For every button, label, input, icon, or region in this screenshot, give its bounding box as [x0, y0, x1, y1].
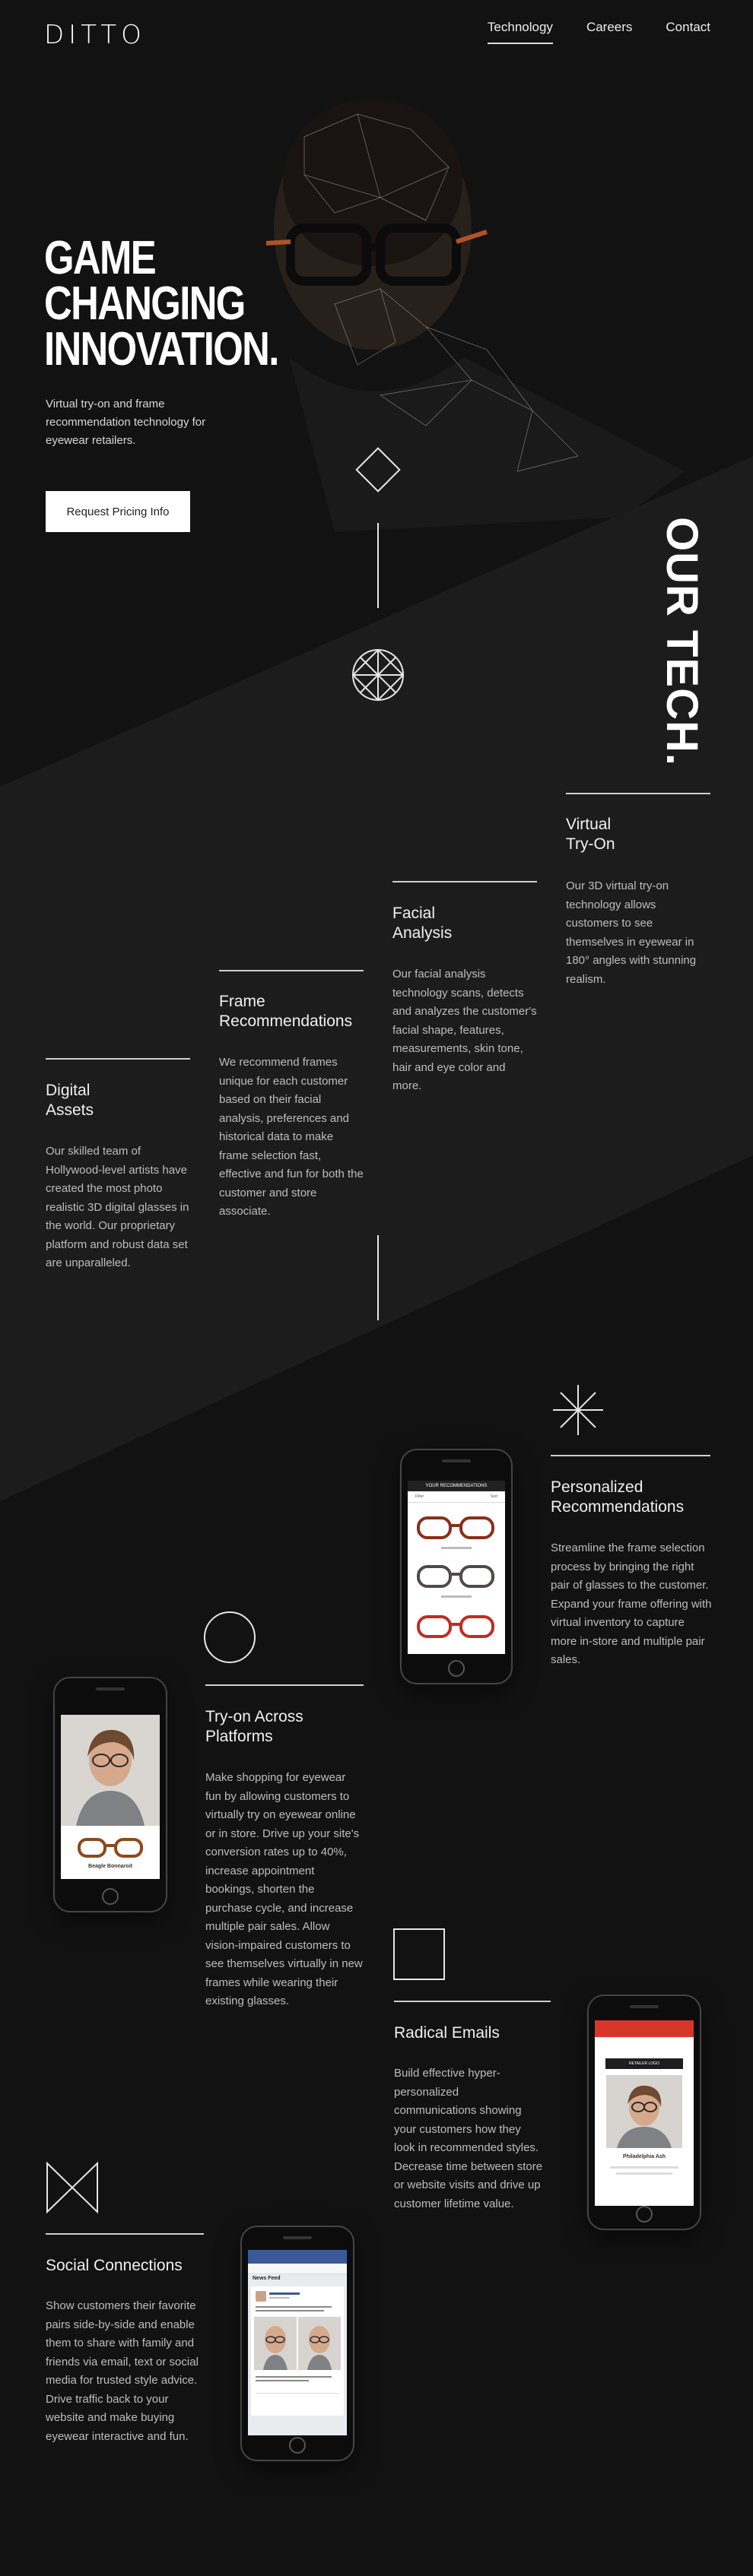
feature-title-line: Recommendations [219, 1012, 353, 1030]
filter-tab[interactable]: Filter [415, 1494, 424, 1499]
feature-divider [219, 970, 364, 971]
main-nav [488, 20, 710, 44]
feature-title-line: Virtual [566, 816, 612, 833]
feature-divider [46, 2233, 204, 2235]
product-body-social: Show customers their favorite pairs side-by-side and enable them to share with family and friends via email, text or social media for trusted style advice. Drive traffic back to your website and make buying eyewear interactive and fun. [46, 2299, 199, 2443]
feature-title-line: Frame [219, 993, 265, 1010]
hero-title-line: CHANGING [44, 277, 245, 330]
request-pricing-button[interactable]: Request Pricing Info [46, 491, 190, 532]
social-feed-header: News Feed [253, 2276, 281, 2281]
glasses-list [408, 1503, 505, 1654]
product-title-line: Radical Emails [394, 2024, 500, 2042]
product-body-tryon: Make shopping for eyewear fun by allowing customers to virtually try on eyewear online or in store. Drive up your site's conversion rates up to 40%, increase appointment bookings, shorten the purchase cycle, and increase multiple pair sales. Allow vision-impaired customers to see themselves virtually in new frames while wearing their existing glasses. [205, 1771, 363, 2007]
feature-title-line: Assets [46, 1101, 94, 1119]
product-body-personalized: Streamline the frame selection process by bringing the right pair of glasses to the customer. Expand your frame offering with virtual inventory to capture more in-store and multiple pair sales. [551, 1541, 712, 1666]
phone-email [587, 1995, 701, 2230]
feature-body-facial-analysis: Our facial analysis technology scans, detects and analyzes the customer's facial shape, features, measurements, skin tone, hair and eye color and more. [392, 968, 537, 1092]
product-title-line: Try-on Across [205, 1708, 303, 1725]
section-title-our-tech [657, 517, 707, 766]
email-screen [595, 2020, 694, 2206]
feature-body-frame-recommendations: We recommend frames unique for each customer based on their facial analysis, preferences and historical data to make frame selection fast, effective and fun for both the customer and store associate. [219, 1056, 364, 1218]
product-title-line: Personalized [551, 1478, 643, 1496]
product-body-emails: Build effective hyper-personalized communications showing your customers how they look in recommended styles. Decrease time between store or website visits and drive up customer lifetime value. [394, 2067, 543, 2210]
feature-title-line: Facial [392, 905, 436, 922]
product-title-emails [394, 2023, 551, 2043]
recommendations-screen [408, 1481, 505, 1654]
hero-title-line: GAME [44, 232, 155, 284]
product-title-line: Platforms [205, 1728, 273, 1745]
hero-title [44, 232, 278, 375]
sort-tab[interactable]: Sort [490, 1494, 497, 1499]
feature-title-frame-recommendations [219, 992, 371, 1031]
feature-divider [392, 881, 537, 882]
ditto-logo[interactable]: DITTO [44, 20, 146, 50]
nav-technology[interactable]: Technology [488, 20, 553, 44]
social-screen [248, 2250, 347, 2435]
email-banner: RETAILER LOGO [605, 2058, 683, 2069]
tryon-frame-name: Beagle Bonnaroit [88, 1864, 132, 1869]
feature-divider [205, 1684, 364, 1686]
nav-careers[interactable]: Careers [586, 20, 633, 34]
feature-title-line: Digital [46, 1082, 91, 1099]
nav-contact[interactable]: Contact [666, 20, 710, 34]
screen-header: YOUR RECOMMENDATIONS [408, 1481, 505, 1491]
phone-recommendations [400, 1449, 513, 1684]
product-title-line: Recommendations [551, 1498, 685, 1516]
section-title-text: OUR TECH. [657, 517, 707, 766]
tryon-screen [61, 1715, 160, 1879]
product-title-tryon [205, 1707, 364, 1747]
feature-divider [566, 793, 710, 794]
product-title-personalized [551, 1478, 710, 1517]
feature-title-digital-assets [46, 1081, 190, 1120]
hero-subtitle: Virtual try-on and frame recommendation technology for eyewear retailers. [46, 398, 206, 447]
feature-title-line: Try-On [566, 835, 615, 853]
email-caption: Philadelphia Ash [622, 2154, 666, 2159]
feature-divider [551, 1455, 710, 1456]
feature-body-virtual-try-on: Our 3D virtual try-on technology allows customers to see themselves in eyewear in 180° angles with stunning realism. [566, 879, 697, 986]
feature-title-facial-analysis [392, 904, 537, 943]
compass-icon [353, 650, 403, 700]
feature-body-digital-assets: Our skilled team of Hollywood-level artists have created the most photo realistic 3D digital glasses in the world. Our proprietary platform and robust data set are unparalleled. [46, 1145, 189, 1269]
feature-title-line: Analysis [392, 924, 453, 942]
hero-title-line: INNOVATION. [44, 323, 278, 375]
feature-divider [46, 1058, 190, 1060]
feature-title-virtual-try-on [566, 815, 710, 854]
product-title-social [46, 2256, 213, 2276]
phone-tryon [53, 1677, 167, 1912]
phone-social [240, 2226, 354, 2461]
product-title-line: Social Connections [46, 2257, 183, 2274]
feature-divider [394, 2001, 551, 2002]
